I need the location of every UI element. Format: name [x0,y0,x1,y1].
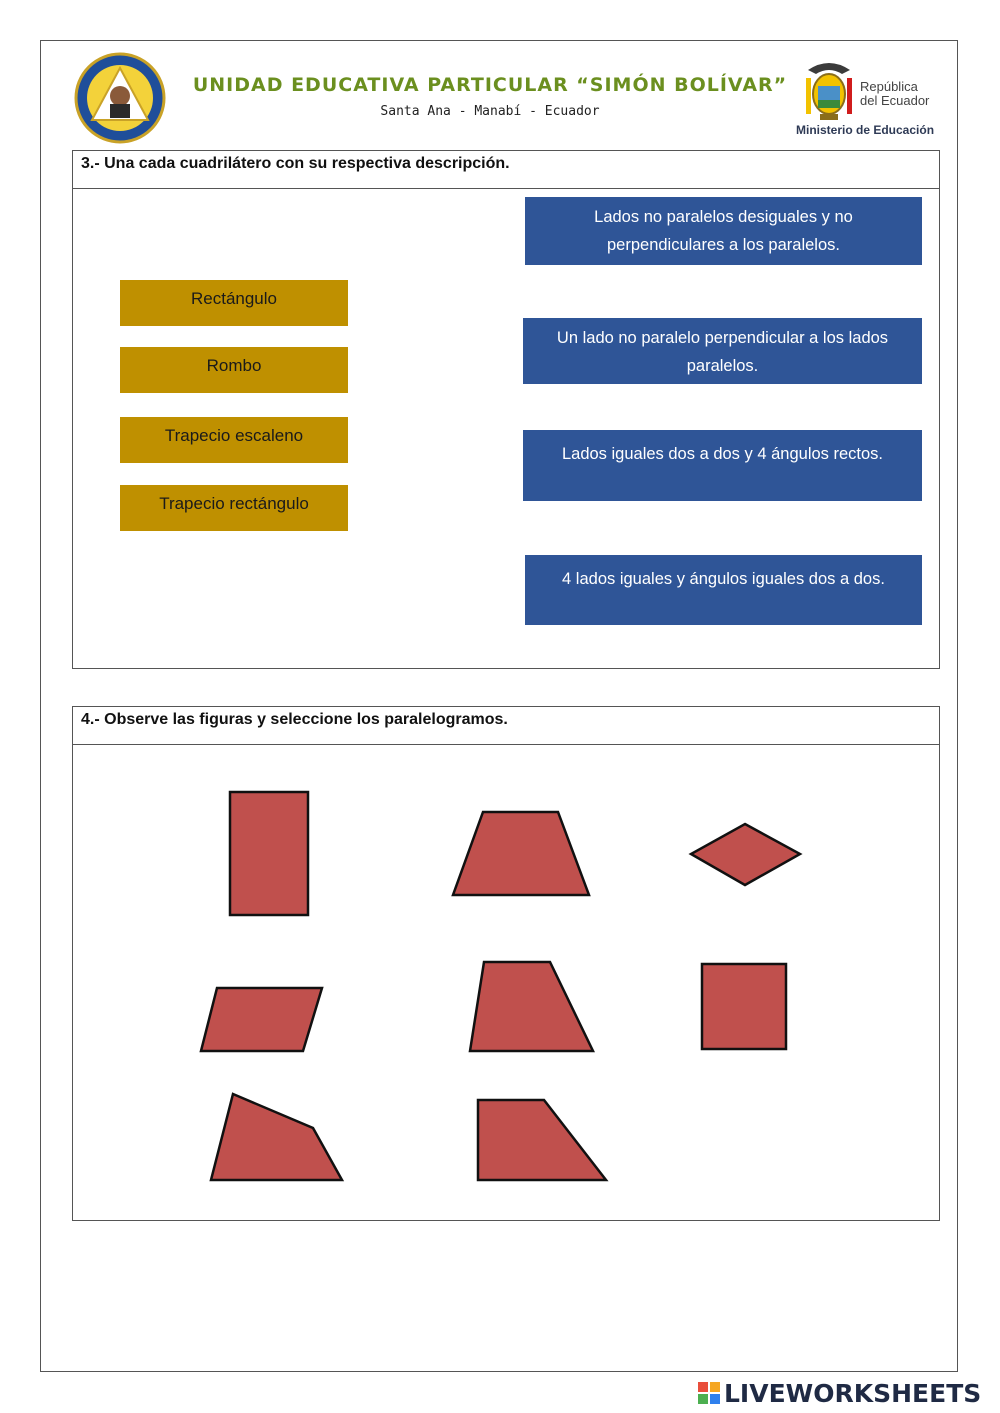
description-3[interactable]: Lados iguales dos a dos y 4 ángulos rectos. [523,430,922,501]
republic-line-1: República [860,79,918,94]
shape-rhombus[interactable] [691,824,800,885]
term-trapecio-rectangulo[interactable]: Trapecio rectángulo [120,485,348,531]
description-1[interactable]: Lados no paralelos desiguales y no perpendiculares a los paralelos. [525,197,922,265]
shape-right-trapezoid[interactable] [478,1100,606,1180]
republic-line-2: del Ecuador [860,93,930,108]
school-name: UNIDAD EDUCATIVA PARTICULAR “SIMÓN BOLÍVAR” [192,74,788,96]
description-2[interactable]: Un lado no paralelo perpendicular a los lados paralelos. [523,318,922,384]
term-rombo[interactable]: Rombo [120,347,348,393]
shape-trapezoid[interactable] [470,962,593,1051]
shape-parallelogram[interactable] [201,988,322,1051]
shape-square[interactable] [702,964,786,1049]
liveworksheets-text: LIVEWORKSHEETS [724,1378,982,1408]
section-4-title: 4.- Observe las figuras y seleccione los paralelogramos. [73,707,939,745]
ministry-label: Ministerio de Educación [796,123,935,137]
section-3-title: 3.- Una cada cuadrilátero con su respectiva descripción. [73,151,939,189]
school-location: Santa Ana - Manabí - Ecuador [380,104,600,119]
liveworksheets-brand [698,1376,981,1410]
shape-isosceles-trapezoid[interactable] [453,812,589,895]
term-rectangulo[interactable]: Rectángulo [120,280,348,326]
term-trapecio-escaleno[interactable]: Trapecio escaleno [120,417,348,463]
republic-label [860,80,929,108]
ecuador-emblem-icon [798,56,860,124]
shape-trapezoid-irregular[interactable] [211,1094,342,1180]
shapes-canvas [73,707,939,1220]
description-4[interactable]: 4 lados iguales y ángulos iguales dos a dos. [525,555,922,625]
shape-rectangle[interactable] [230,792,308,915]
shapes-section [72,706,940,1221]
liveworksheets-logo-icon [698,1382,720,1404]
matching-section [72,150,940,669]
school-logo [72,52,168,144]
